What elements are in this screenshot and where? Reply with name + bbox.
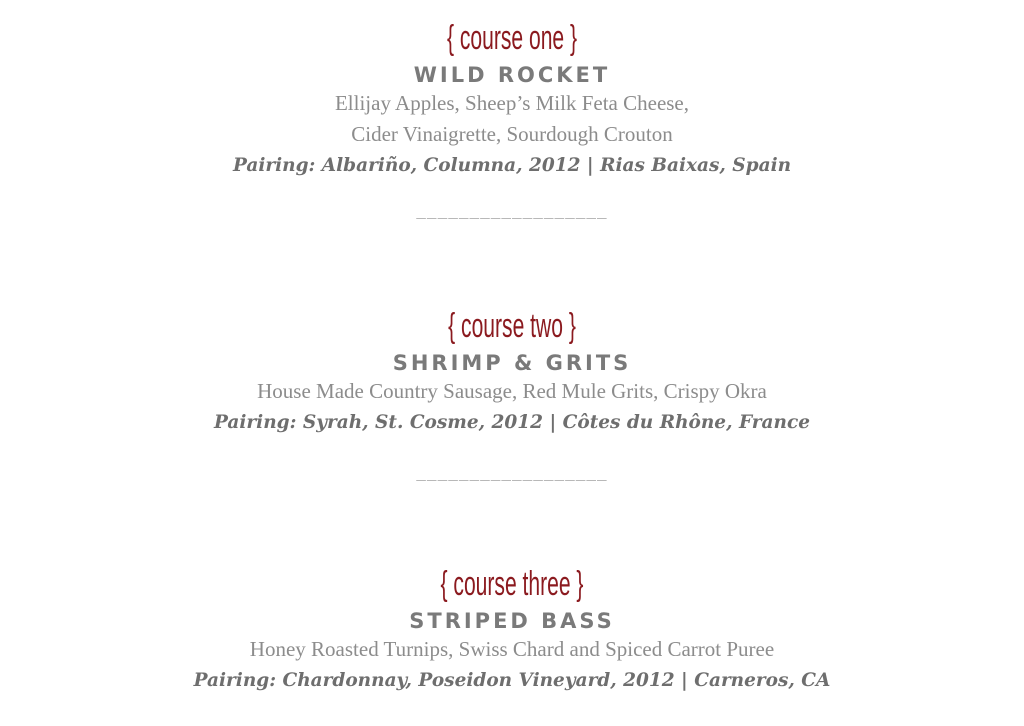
course-one-wine-pairing: Pairing: Albariño, Columna, 2012 | Rias Baixas, Spain [232, 155, 792, 176]
course-two-description-line-1: House Made Country Sausage, Red Mule Grits, Crispy Okra [257, 379, 767, 403]
course-three-section [0, 564, 1024, 697]
course-divider-2: __________________ [416, 462, 608, 481]
course-three-heading: { course three } [440, 565, 584, 603]
course-two-section [0, 306, 1024, 439]
course-divider-1: __________________ [416, 200, 608, 219]
course-three-description-line-1: Honey Roasted Turnips, Swiss Chard and Spiced Carrot Puree [249, 637, 775, 661]
course-one-section [0, 18, 1024, 182]
course-three-dish-title: STRIPED BASS [409, 609, 615, 633]
course-one-dish-title: WILD ROCKET [413, 63, 611, 87]
course-two-wine-pairing: Pairing: Syrah, St. Cosme, 2012 | Côtes du Rhône, France [214, 412, 810, 433]
course-one-heading: { course one } [446, 19, 578, 57]
course-one-description-line-2: Cider Vinaigrette, Sourdough Crouton [351, 122, 673, 146]
course-one-description-line-1: Ellijay Apples, Sheep’s Milk Feta Cheese, [334, 91, 690, 115]
course-two-dish-title: SHRIMP & GRITS [392, 351, 632, 375]
course-three-wine-pairing: Pairing: Chardonnay, Poseidon Vineyard, 2012 | Carneros, CA [193, 670, 831, 691]
course-two-heading: { course two } [448, 307, 576, 345]
